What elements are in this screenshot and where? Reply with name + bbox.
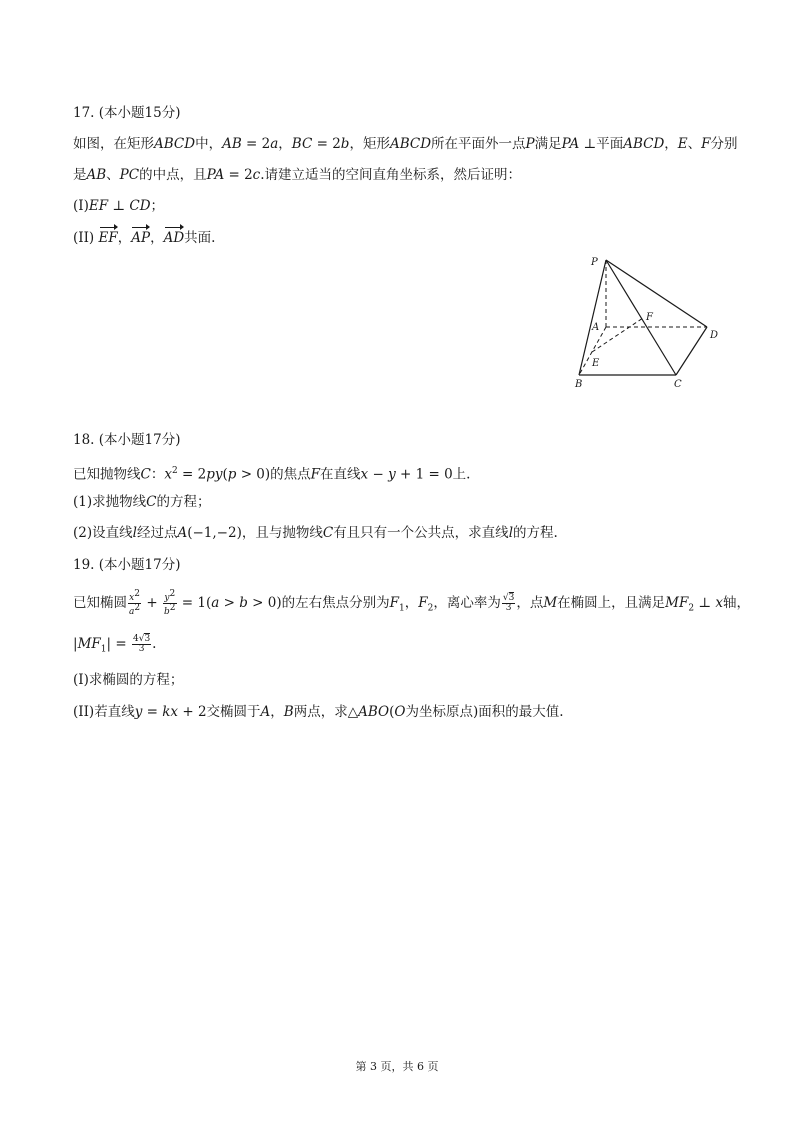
q18-part-2: (2)设直线l经过点A(−1,−2)，且与抛物线C有且只有一个公共点，求直线l的方程.	[73, 525, 558, 541]
q17-intro-line-1: 如图，在矩形ABCD中，AB = 2a，BC = 2b，矩形ABCD所在平面外一点P满足PA ⊥平面ABCD，E、F分别	[73, 136, 738, 152]
edge-PD	[606, 260, 707, 327]
q18-intro: 已知抛物线C：$x^2 = 2py(p > 0)$的焦点F在直线x − y + 1 = 0上.	[73, 466, 471, 483]
label-A: A	[592, 322, 600, 333]
label-C: C	[674, 379, 682, 390]
q17-intro-line-2: 是AB、PC的中点，且PA = 2c.请建立适当的空间直角坐标系，然后证明：	[73, 167, 522, 183]
page-footer: 第 3 页，共 6 页	[355, 1060, 439, 1073]
q17-part-2: (II) EF，AP，AD共面.	[73, 230, 216, 246]
q19-header: 19. (本小题17分)	[73, 557, 181, 573]
q19-part-2: (II)若直线y = kx + 2交椭圆于A，B两点，求△ABO(O为坐标原点)面积的最大值.	[73, 704, 564, 720]
label-E: E	[592, 358, 600, 369]
label-D: D	[710, 330, 719, 341]
q17-part-1: (I)EF ⊥ CD；	[73, 198, 165, 214]
edge-PC	[606, 260, 676, 375]
q18-part-1: (1)求抛物线C的方程；	[73, 494, 211, 510]
pyramid-figure	[570, 252, 730, 392]
q17-header: 17. (本小题15分)	[73, 105, 181, 121]
q19-part-1: (I)求椭圆的方程；	[73, 672, 184, 688]
q19-intro-line-1: 已知椭圆 $\frac{x^2}{a^2}$ + $\frac{y^2}{b^2}$ = 1(a > b > 0)的左右焦点分别为$F_1$，$F_2$，离心率为 $\frac{√3}{3}$ ，点M在椭圆上，且满足$MF_2$ ⊥ x轴，	[73, 589, 751, 617]
segment-EF	[592, 318, 643, 352]
label-B: B	[575, 379, 583, 390]
q19-intro-line-2: $|MF_1|$ = $\frac{4√3}{3}$ .	[73, 634, 157, 655]
label-F: F	[646, 312, 653, 323]
q18-header: 18. (本小题17分)	[73, 432, 181, 448]
edge-CD	[676, 327, 707, 375]
label-P: P	[591, 257, 598, 268]
